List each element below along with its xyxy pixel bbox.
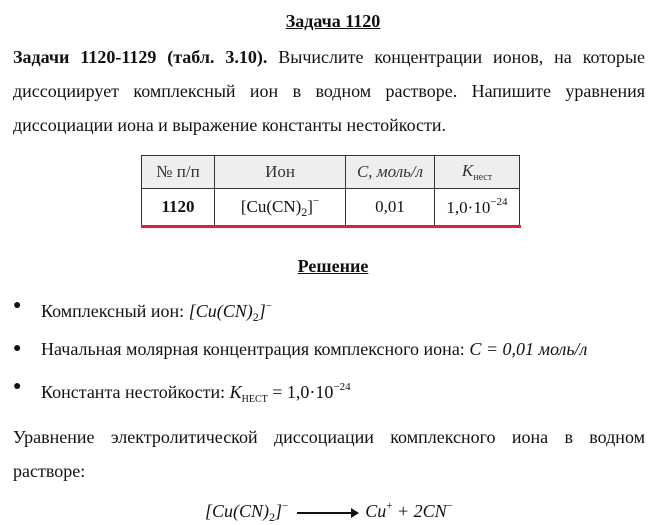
bullet-dot: ● [13,298,22,313]
reaction-cn-sup: − [446,500,453,512]
bullet-ion-main: [Cu(CN) [188,301,253,321]
table-underline [141,225,521,228]
cell-ion-main: [Cu(CN) [240,196,302,216]
reaction-right [365,501,453,521]
header-k-sub: нест [473,172,493,183]
cell-ion-sub: 2 [301,204,308,219]
solution-heading: Решение [297,256,369,276]
bullet-const-value: = 1,0·10 [272,382,334,402]
header-conc [346,156,435,189]
cell-ion-sup: − [312,194,320,207]
bullet-ion-sub: 2 [252,310,259,324]
reaction-left-sup: − [282,500,289,512]
header-k-symbol: K [461,161,474,180]
cell-conc: 0,01 [346,189,435,226]
header-ion: Ион [215,156,346,189]
bullet-ion-end: ] [258,301,266,321]
cell-k-base: 1,0·10 [446,198,491,217]
equation-intro: Уравнение электролитической диссоциации комплексного иона в водном растворе: [13,427,645,481]
bullet-const-k-sub: НЕСТ [241,394,268,405]
header-num: № п/п [142,156,215,189]
reaction-left-end: ] [275,501,283,521]
cell-ion-end: ] [307,196,313,216]
header-k [435,156,520,189]
reaction-left-main: [Cu(CN) [205,501,270,521]
problem-title: Задача 1120 [285,11,381,31]
bullet-conc-value: C = 0,01 моль/л [469,339,588,359]
reaction-cn: + 2CN [396,501,447,521]
reaction-arrow-icon [297,512,357,514]
bullet-conc-label: Начальная молярная концентрация комплексного иона: [41,339,465,359]
reaction-cu: Cu [365,501,387,521]
cell-ion [215,189,346,226]
bullet-const-label: Константа нестойкости: [41,382,226,402]
cell-k-exp: −24 [490,196,508,208]
reaction-left [205,500,289,524]
header-conc-label: C, моль/л [356,162,424,181]
bullet-dot: ● [13,341,22,356]
statement-bold: Задачи 1120-1129 (табл. 3.10). [13,47,268,67]
data-table [141,155,520,226]
bullet-ion-formula [188,300,272,324]
reaction-cu-sup: + [386,500,393,512]
bullet-const-k: K [229,382,242,402]
cell-num: 1120 [142,189,215,226]
reaction-left-sub: 2 [269,510,276,524]
cell-k [435,189,520,226]
bullet-ion-sup: − [265,300,272,312]
bullet-dot: ● [13,379,22,394]
bullet-ion-label: Комплексный ион: [41,301,185,321]
bullet-const-exp: −24 [333,381,351,393]
problem-statement [13,40,645,142]
statement-text: Вычислите концентрации ионов, на которые диссоциирует комплексный ион в водном растворе. Напишите уравнения диссоциации иона и выражение константы нестойкости. [13,47,645,135]
dissociation-reaction [205,500,453,525]
